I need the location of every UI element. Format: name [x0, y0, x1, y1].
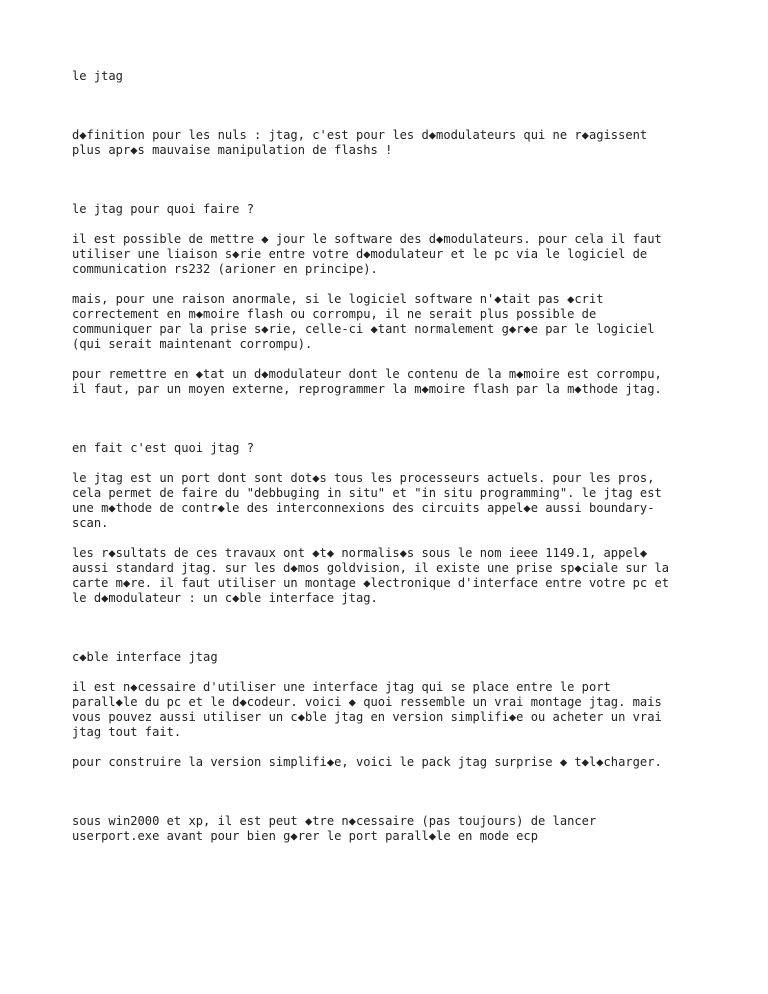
section-heading-purpose: le jtag pour quoi faire ? — [72, 202, 255, 216]
spacer — [72, 277, 708, 292]
spacer — [72, 456, 708, 471]
section-heading-what: en fait c'est quoi jtag ? — [72, 441, 255, 455]
cable-paragraph-2: pour construire la version simplifi◆e, voici le pack jtag surprise ◆ t◆l◆charger. — [72, 755, 662, 769]
section-heading-cable: c◆ble interface jtag — [72, 650, 218, 664]
spacer — [72, 217, 708, 232]
spacer — [72, 531, 708, 546]
spacer — [72, 606, 708, 650]
footer-note: sous win2000 et xp, il est peut ◆tre n◆cessaire (pas toujours) de lancer userport.exe avant pour bien g◆rer le port parall◆le en mode ecp — [72, 814, 597, 843]
spacer — [72, 770, 708, 814]
purpose-paragraph-1: il est possible de mettre ◆ jour le software des d◆modulateurs. pour cela il faut utiliser une liaison s◆rie entre votre d◆modulateur et le pc via le logiciel de communication rs232 (arioner en principe). — [72, 232, 662, 276]
cable-paragraph-1: il est n◆cessaire d'utiliser une interface jtag qui se place entre le port parall◆le du pc et le d◆codeur. voici ◆ quoi ressemble un vrai montage jtag. mais vous pouvez aussi utiliser un c◆ble jtag en version simplifi◆e ou acheter un vrai jtag tout fait. — [72, 680, 662, 739]
spacer — [72, 740, 708, 755]
intro-paragraph: d◆finition pour les nuls : jtag, c'est pour les d◆modulateurs qui ne r◆agissent plus apr◆s mauvaise manipulation de flashs ! — [72, 128, 648, 157]
document-body — [72, 69, 708, 844]
page-title: le jtag — [72, 69, 123, 83]
spacer — [72, 352, 708, 367]
purpose-paragraph-2: mais, pour une raison anormale, si le logiciel software n'◆tait pas ◆crit correctement en m◆moire flash ou corrompu, il ne serait plus possible de communiquer par la prise s◆rie, celle-ci ◆tant normalement g◆r◆e par le logiciel (qui serait maintenant corrompu). — [72, 292, 655, 351]
spacer — [72, 158, 708, 202]
spacer — [72, 665, 708, 680]
purpose-paragraph-3: pour remettre en ◆tat un d◆modulateur dont le contenu de la m◆moire est corrompu, il faut, par un moyen externe, reprogrammer la m◆moire flash par la m◆thode jtag. — [72, 367, 662, 396]
spacer — [72, 84, 708, 128]
what-paragraph-1: le jtag est un port dont sont dot◆s tous les processeurs actuels. pour les pros, cela permet de faire du "debbuging in situ" et "in situ programming". le jtag est une m◆thode de contr◆le des interconnexions des circuits appel◆e aussi boundary- scan. — [72, 471, 662, 530]
what-paragraph-2: les r◆sultats de ces travaux ont ◆t◆ normalis◆s sous le nom ieee 1149.1, appel◆ aussi standard jtag. sur les d◆mos goldvision, il existe une prise sp◆ciale sur la carte m◆re. il faut utiliser un montage ◆lectronique d'interface entre votre pc et le d◆modulateur : un c◆ble interface jtag. — [72, 546, 670, 605]
spacer — [72, 397, 708, 441]
